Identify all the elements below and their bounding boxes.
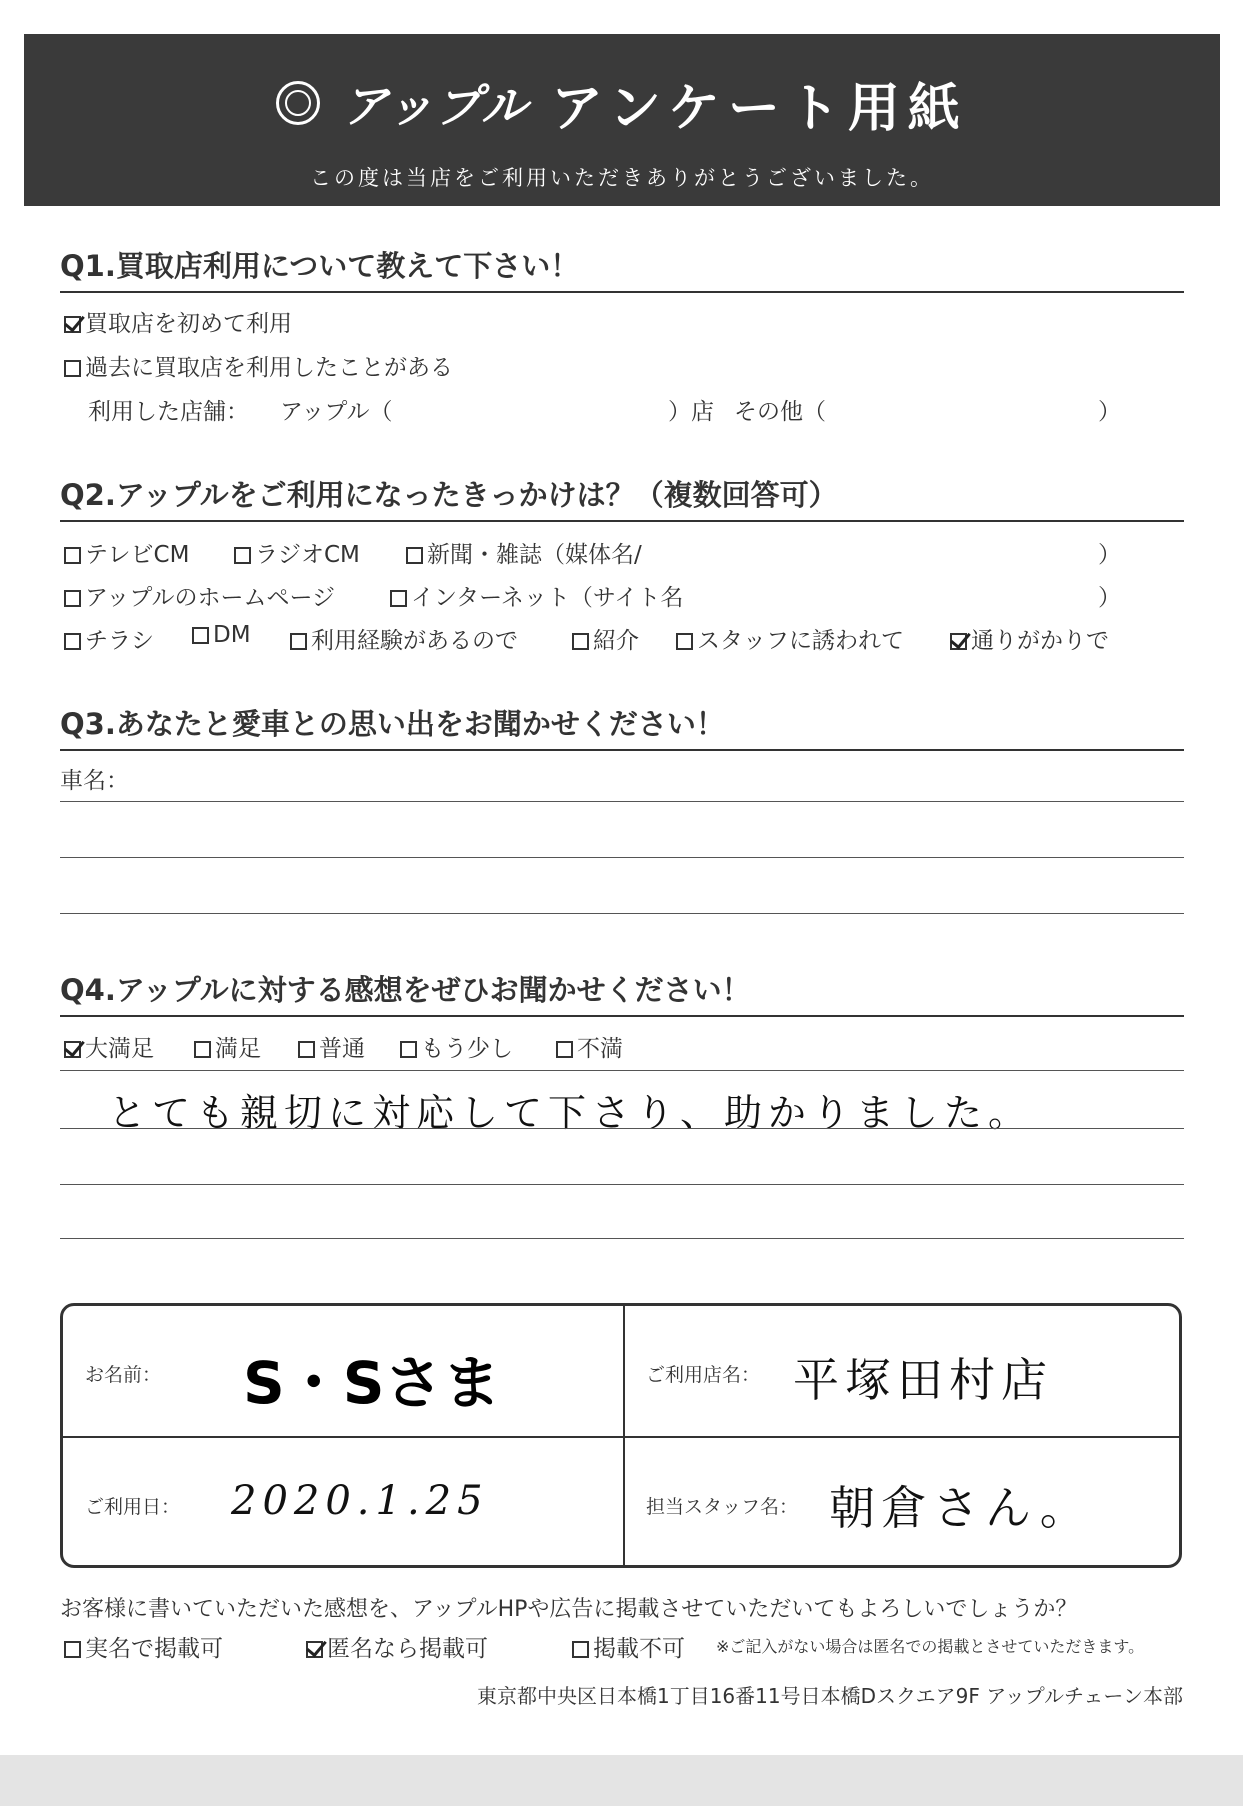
q2-option-tv-cm[interactable]	[64, 536, 189, 569]
q2-newspaper-close: ）	[1098, 542, 1121, 568]
q4-writing-line	[60, 1070, 1184, 1071]
q2-option-experience-label: 利用経験があるので	[311, 628, 518, 654]
staff-name-label: 担当スタッフ名：	[646, 1496, 799, 1518]
q1-option-used-before-checkbox[interactable]	[64, 360, 81, 377]
q2-option-internet-checkbox[interactable]	[390, 590, 407, 607]
q2-option-passing-by-checkbox[interactable]	[950, 633, 967, 650]
name-value: S・Sさま	[243, 1349, 501, 1417]
q2-option-referral-label: 紹介	[593, 628, 639, 654]
q4-handwritten-comment: とても親切に対応して下さり、助かりました。	[108, 1091, 1033, 1135]
publish-note: ※ご記入がない場合は匿名での掲載とさせていただきます。	[716, 1637, 1145, 1656]
q4-option-dissatisfied-checkbox[interactable]	[556, 1041, 573, 1058]
q4-option-satisfied-checkbox[interactable]	[194, 1041, 211, 1058]
q4-option-satisfied-label: 満足	[215, 1036, 261, 1062]
q3-writing-line	[60, 857, 1184, 858]
form-title: アンケート用紙	[551, 78, 968, 139]
q4-writing-line	[60, 1238, 1184, 1239]
info-box-divider	[63, 1436, 1179, 1438]
q2-option-tv-cm-label: テレビCM	[85, 542, 190, 568]
q2-option-dm-checkbox[interactable]	[192, 627, 209, 644]
q2-option-staff-invited[interactable]	[676, 622, 904, 655]
staff-name-value: 朝倉さん。	[829, 1481, 1092, 1535]
q4-option-dissatisfied[interactable]	[556, 1030, 623, 1063]
q2-option-flyer-label: チラシ	[85, 628, 154, 654]
brand-row	[24, 68, 1220, 138]
q1-apple-store-label: アップル（	[280, 399, 393, 425]
q2-internet-close: ）	[1098, 585, 1121, 611]
q2-option-experience[interactable]	[290, 622, 518, 655]
q4-option-normal[interactable]	[298, 1030, 365, 1063]
publish-option-not-allowed[interactable]	[572, 1630, 685, 1663]
brand-name: アップル	[342, 79, 530, 133]
q2-option-radio-cm-checkbox[interactable]	[234, 547, 251, 564]
name-label: お名前：	[85, 1364, 162, 1386]
q1-title: Q1.買取店利用について教えて下さい！	[60, 244, 1184, 293]
q2-option-flyer-checkbox[interactable]	[64, 633, 81, 650]
q4-writing-line	[60, 1128, 1184, 1129]
q3-writing-line	[60, 801, 1184, 802]
q3-title: Q3.あなたと愛車との思い出をお聞かせください！	[60, 702, 1184, 751]
q4-option-a-little-more-label: もう少し	[421, 1036, 513, 1062]
q4-option-very-satisfied[interactable]	[64, 1030, 154, 1063]
q1-other-close: ）	[1098, 399, 1121, 425]
apple-logo-icon	[276, 81, 320, 125]
q2-option-dm-label: DM	[213, 622, 251, 648]
q4-title: Q4.アップルに対する感想をぜひお聞かせください！	[60, 968, 1184, 1017]
publish-option-real-name[interactable]	[64, 1630, 223, 1663]
q2-option-homepage[interactable]	[64, 579, 335, 612]
q2-option-tv-cm-checkbox[interactable]	[64, 547, 81, 564]
q1-other-label: その他（	[734, 399, 826, 425]
q1-option-first-time[interactable]	[64, 305, 292, 338]
q4-option-normal-checkbox[interactable]	[298, 1041, 315, 1058]
q2-option-passing-by[interactable]	[950, 622, 1109, 655]
date-value: 2020.1.25	[231, 1478, 489, 1524]
q2-option-dm[interactable]	[192, 622, 251, 648]
q4-option-dissatisfied-label: 不満	[577, 1036, 623, 1062]
q4-option-very-satisfied-label: 大満足	[85, 1036, 154, 1062]
q2-option-radio-cm[interactable]	[234, 536, 360, 569]
q2-option-staff-invited-checkbox[interactable]	[676, 633, 693, 650]
q2-option-referral[interactable]	[572, 622, 639, 655]
q1-stores-label: 利用した店舗：	[88, 399, 249, 425]
q2-option-flyer[interactable]	[64, 622, 154, 655]
customer-info-box	[60, 1303, 1182, 1568]
q2-option-referral-checkbox[interactable]	[572, 633, 589, 650]
q1-store-suffix: ）店	[668, 399, 714, 425]
q2-option-internet-label: インターネット（サイト名	[411, 585, 684, 611]
q2-option-newspaper[interactable]	[406, 536, 642, 569]
publish-question: お客様に書いていただいた感想を、アップルHPや広告に掲載させていただいてもよろしいでしょうか？	[60, 1597, 1078, 1622]
q4-option-a-little-more[interactable]	[400, 1030, 513, 1063]
publish-option-anonymous-label: 匿名なら掲載可	[327, 1636, 488, 1662]
q2-title: Q2.アップルをご利用になったきっかけは？（複数回答可）	[60, 473, 1184, 522]
store-name-value: 平塚田村店	[793, 1353, 1053, 1407]
q4-option-very-satisfied-checkbox[interactable]	[64, 1041, 81, 1058]
q1-option-first-time-label: 買取店を初めて利用	[85, 311, 292, 337]
publish-option-real-name-label: 実名で掲載可	[85, 1636, 223, 1662]
scan-margin	[0, 1755, 1243, 1806]
publish-option-anonymous[interactable]	[306, 1630, 488, 1663]
header-banner	[24, 34, 1220, 206]
q4-option-satisfied[interactable]	[194, 1030, 261, 1063]
q2-option-passing-by-label: 通りがかりで	[971, 628, 1109, 654]
q2-option-experience-checkbox[interactable]	[290, 633, 307, 650]
publish-option-anonymous-checkbox[interactable]	[306, 1641, 323, 1658]
store-name-label: ご利用店名：	[646, 1364, 761, 1386]
q2-option-radio-cm-label: ラジオCM	[255, 542, 360, 568]
q4-option-a-little-more-checkbox[interactable]	[400, 1041, 417, 1058]
q2-option-internet[interactable]	[390, 579, 683, 612]
q3-car-name-label: 車名：	[60, 768, 129, 794]
publish-option-not-allowed-label: 掲載不可	[593, 1636, 685, 1662]
q2-option-homepage-label: アップルのホームページ	[85, 585, 336, 611]
header-subtitle: この度は当店をご利用いただきありがとうございました。	[310, 166, 934, 190]
q4-option-normal-label: 普通	[319, 1036, 365, 1062]
q1-option-first-time-checkbox[interactable]	[64, 316, 81, 333]
date-label: ご利用日：	[85, 1496, 181, 1518]
q4-writing-line	[60, 1184, 1184, 1185]
company-address: 東京都中央区日本橋1丁目16番11号日本橋Dスクエア9F アップルチェーン本部	[476, 1684, 1183, 1708]
q1-option-used-before-label: 過去に買取店を利用したことがある	[85, 355, 453, 381]
q2-option-newspaper-label: 新聞・雑誌（媒体名/	[427, 542, 642, 568]
q2-option-staff-invited-label: スタッフに誘われて	[697, 628, 904, 654]
publish-option-not-allowed-checkbox[interactable]	[572, 1641, 589, 1658]
publish-option-real-name-checkbox[interactable]	[64, 1641, 81, 1658]
q3-writing-line	[60, 913, 1184, 914]
q2-option-newspaper-checkbox[interactable]	[406, 547, 423, 564]
q2-option-homepage-checkbox[interactable]	[64, 590, 81, 607]
q1-option-used-before[interactable]	[64, 349, 453, 382]
